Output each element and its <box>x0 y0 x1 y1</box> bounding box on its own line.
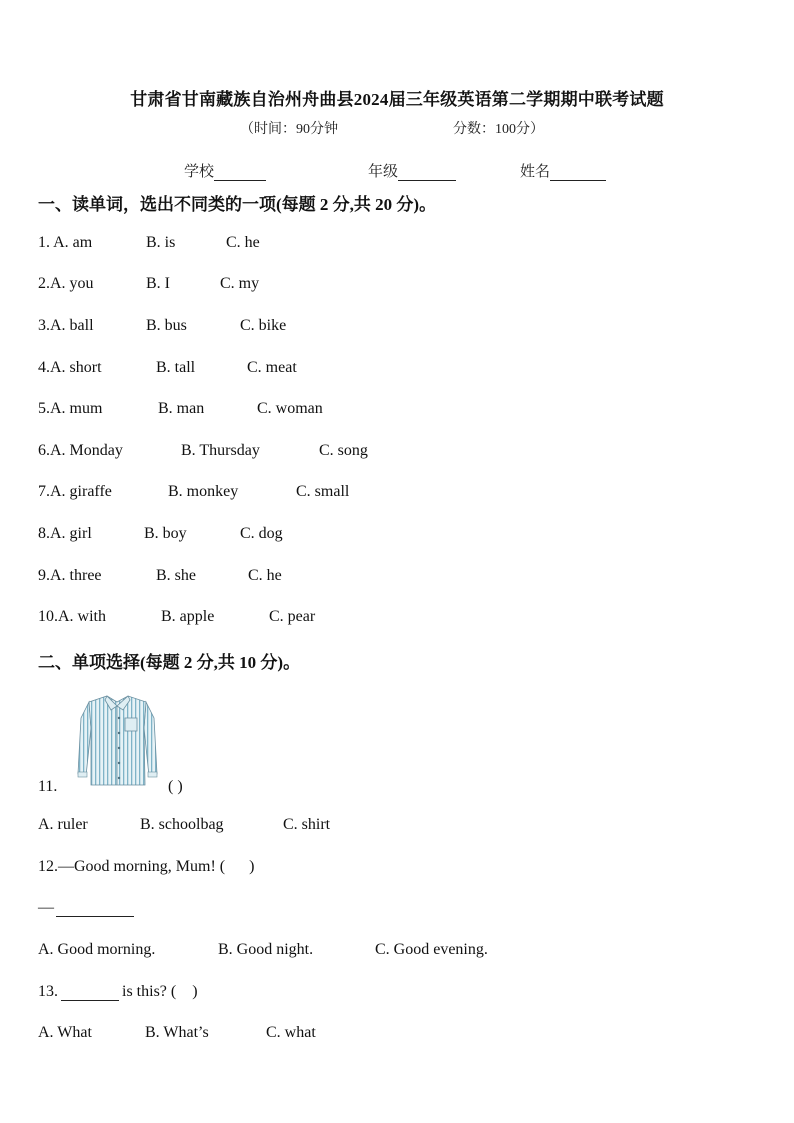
option-a: 4.A. short <box>38 359 102 376</box>
option-b: B. tall <box>156 359 196 376</box>
option-b: B. boy <box>144 525 187 542</box>
option-a: 5.A. mum <box>38 400 103 417</box>
option-b: B. bus <box>146 317 187 334</box>
option-b: B. Thursday <box>181 442 260 459</box>
option-b: B. apple <box>161 608 215 625</box>
option-c: C. pear <box>269 608 316 625</box>
option-c: C. woman <box>257 400 323 417</box>
option-c: C. small <box>296 483 350 500</box>
time-info: （时间：90分钟 <box>240 122 338 137</box>
school-label: 学校 <box>184 164 215 180</box>
page-title: 甘肃省甘南藏族自治州舟曲县2024届三年级英语第二学期期中联考试题 <box>130 90 664 109</box>
grade-blank <box>398 165 456 181</box>
option-c: C. bike <box>240 317 287 334</box>
option-a: 10.A. with <box>38 608 106 625</box>
answer-dash: — <box>38 899 54 916</box>
option-c: C. song <box>319 442 368 459</box>
option-b: B. I <box>146 275 170 292</box>
option-b: B. schoolbag <box>140 816 224 833</box>
option-c: C. Good evening. <box>375 941 488 958</box>
option-a: A. What <box>38 1024 92 1041</box>
school-blank <box>214 165 266 181</box>
striped-shirt-icon <box>75 688 160 788</box>
option-c: C. he <box>226 234 260 251</box>
option-a: 7.A. giraffe <box>38 483 112 500</box>
option-c: C. my <box>220 275 260 292</box>
option-a: 6.A. Monday <box>38 442 123 459</box>
option-a: 3.A. ball <box>38 317 94 334</box>
option-b: B. What’s <box>145 1024 209 1041</box>
option-a: 1. A. am <box>38 234 93 251</box>
option-a: 9.A. three <box>38 567 102 584</box>
option-a: A. Good morning. <box>38 941 156 958</box>
school-field <box>184 160 266 181</box>
option-c: C. dog <box>240 525 283 542</box>
grade-field <box>368 160 456 181</box>
question-text: 12.—Good morning, Mum! ( ) <box>38 858 255 875</box>
answer-blank <box>56 916 134 917</box>
name-blank <box>550 165 606 181</box>
option-a: 8.A. girl <box>38 525 92 542</box>
section-2-heading: 二、单项选择(每题 2 分,共 10 分)。 <box>38 653 301 672</box>
option-c: C. meat <box>247 359 297 376</box>
option-b: B. man <box>158 400 205 417</box>
grade-label: 年级 <box>368 164 399 180</box>
question-number: 11. <box>38 778 58 795</box>
answer-blank <box>61 1000 119 1001</box>
option-b: B. Good night. <box>218 941 314 958</box>
answer-paren: ( ) <box>168 778 183 795</box>
name-label: 姓名 <box>520 164 551 180</box>
option-c: C. shirt <box>283 816 331 833</box>
option-b: B. monkey <box>168 483 239 500</box>
question-number: 13. <box>38 983 58 1000</box>
option-c: C. he <box>248 567 282 584</box>
name-field <box>520 160 606 181</box>
section-1-heading: 一、读单词，选出不同类的一项(每题 2 分,共 20 分)。 <box>38 195 437 214</box>
question-text: is this? ( ) <box>122 983 198 1000</box>
option-c: C. what <box>266 1024 316 1041</box>
score-info: 分数：100分） <box>453 122 544 137</box>
option-a: A. ruler <box>38 816 88 833</box>
option-b: B. she <box>156 567 196 584</box>
option-a: 2.A. you <box>38 275 94 292</box>
option-b: B. is <box>146 234 176 251</box>
